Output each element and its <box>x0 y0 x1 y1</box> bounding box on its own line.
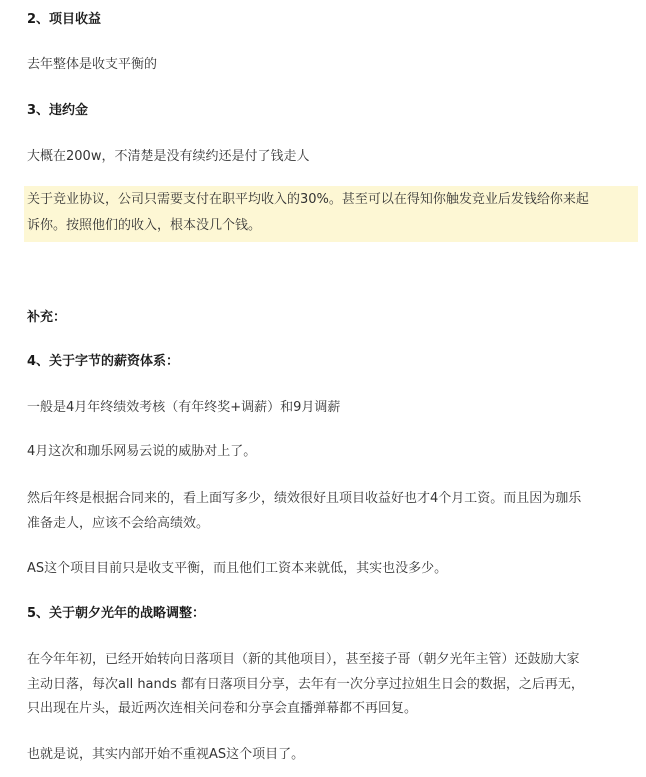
paragraph-strategy-line-3: 只出现在片头，最近两次连相关问卷和分享会直播弹幕都不再回复。 <box>27 701 418 716</box>
paragraph-conclusion: 也就是说，其实内部开始不重视AS这个项目了。 <box>27 747 305 762</box>
supplement-heading: 补充： <box>27 310 67 325</box>
paragraph-strategy-line-1: 在今年年初，已经开始转向日落项目（新的其他项目），甚至接子哥（朝夕光年主管）还鼓励大家 <box>27 652 580 667</box>
paragraph-bonus-line-1: 然后年终是根据合同来的，看上面写多少，绩效很好且项目收益好也才4个月工资。而且因为珈乐 <box>27 491 582 506</box>
paragraph-threat: 4月这次和珈乐网易云说的威胁对上了。 <box>27 444 257 459</box>
section-heading-project-revenue: 2、项目收益 <box>27 12 102 27</box>
paragraph-bonus-line-2: 准备走人，应该不会给高绩效。 <box>27 516 210 531</box>
highlighted-paragraph-noncompete <box>24 186 638 242</box>
highlight-line-1: 关于竞业协议，公司只需要支付在职平均收入的30%。甚至可以在得知你触发竞业后发钱给你来起 <box>27 192 589 207</box>
section-heading-strategy: 5、关于朝夕光年的战略调整： <box>27 606 206 621</box>
paragraph-penalty: 大概在200w，不清楚是没有续约还是付了钱走人 <box>27 149 310 164</box>
paragraph-as-project: AS这个项目目前只是收支平衡，而且他们工资本来就低，其实也没多少。 <box>27 561 448 576</box>
section-heading-penalty: 3、违约金 <box>27 103 89 118</box>
paragraph-revenue: 去年整体是收支平衡的 <box>27 57 158 72</box>
section-heading-salary-system: 4、关于字节的薪资体系： <box>27 354 180 369</box>
paragraph-salary-review: 一般是4月年终绩效考核（有年终奖+调薪）和9月调薪 <box>27 400 341 415</box>
highlight-line-2: 诉你。按照他们的收入，根本没几个钱。 <box>27 218 262 233</box>
paragraph-strategy-line-2: 主动日落，每次all hands 都有日落项目分享，去年有一次分享过拉姐生日会的数据，之后再无， <box>27 677 584 692</box>
